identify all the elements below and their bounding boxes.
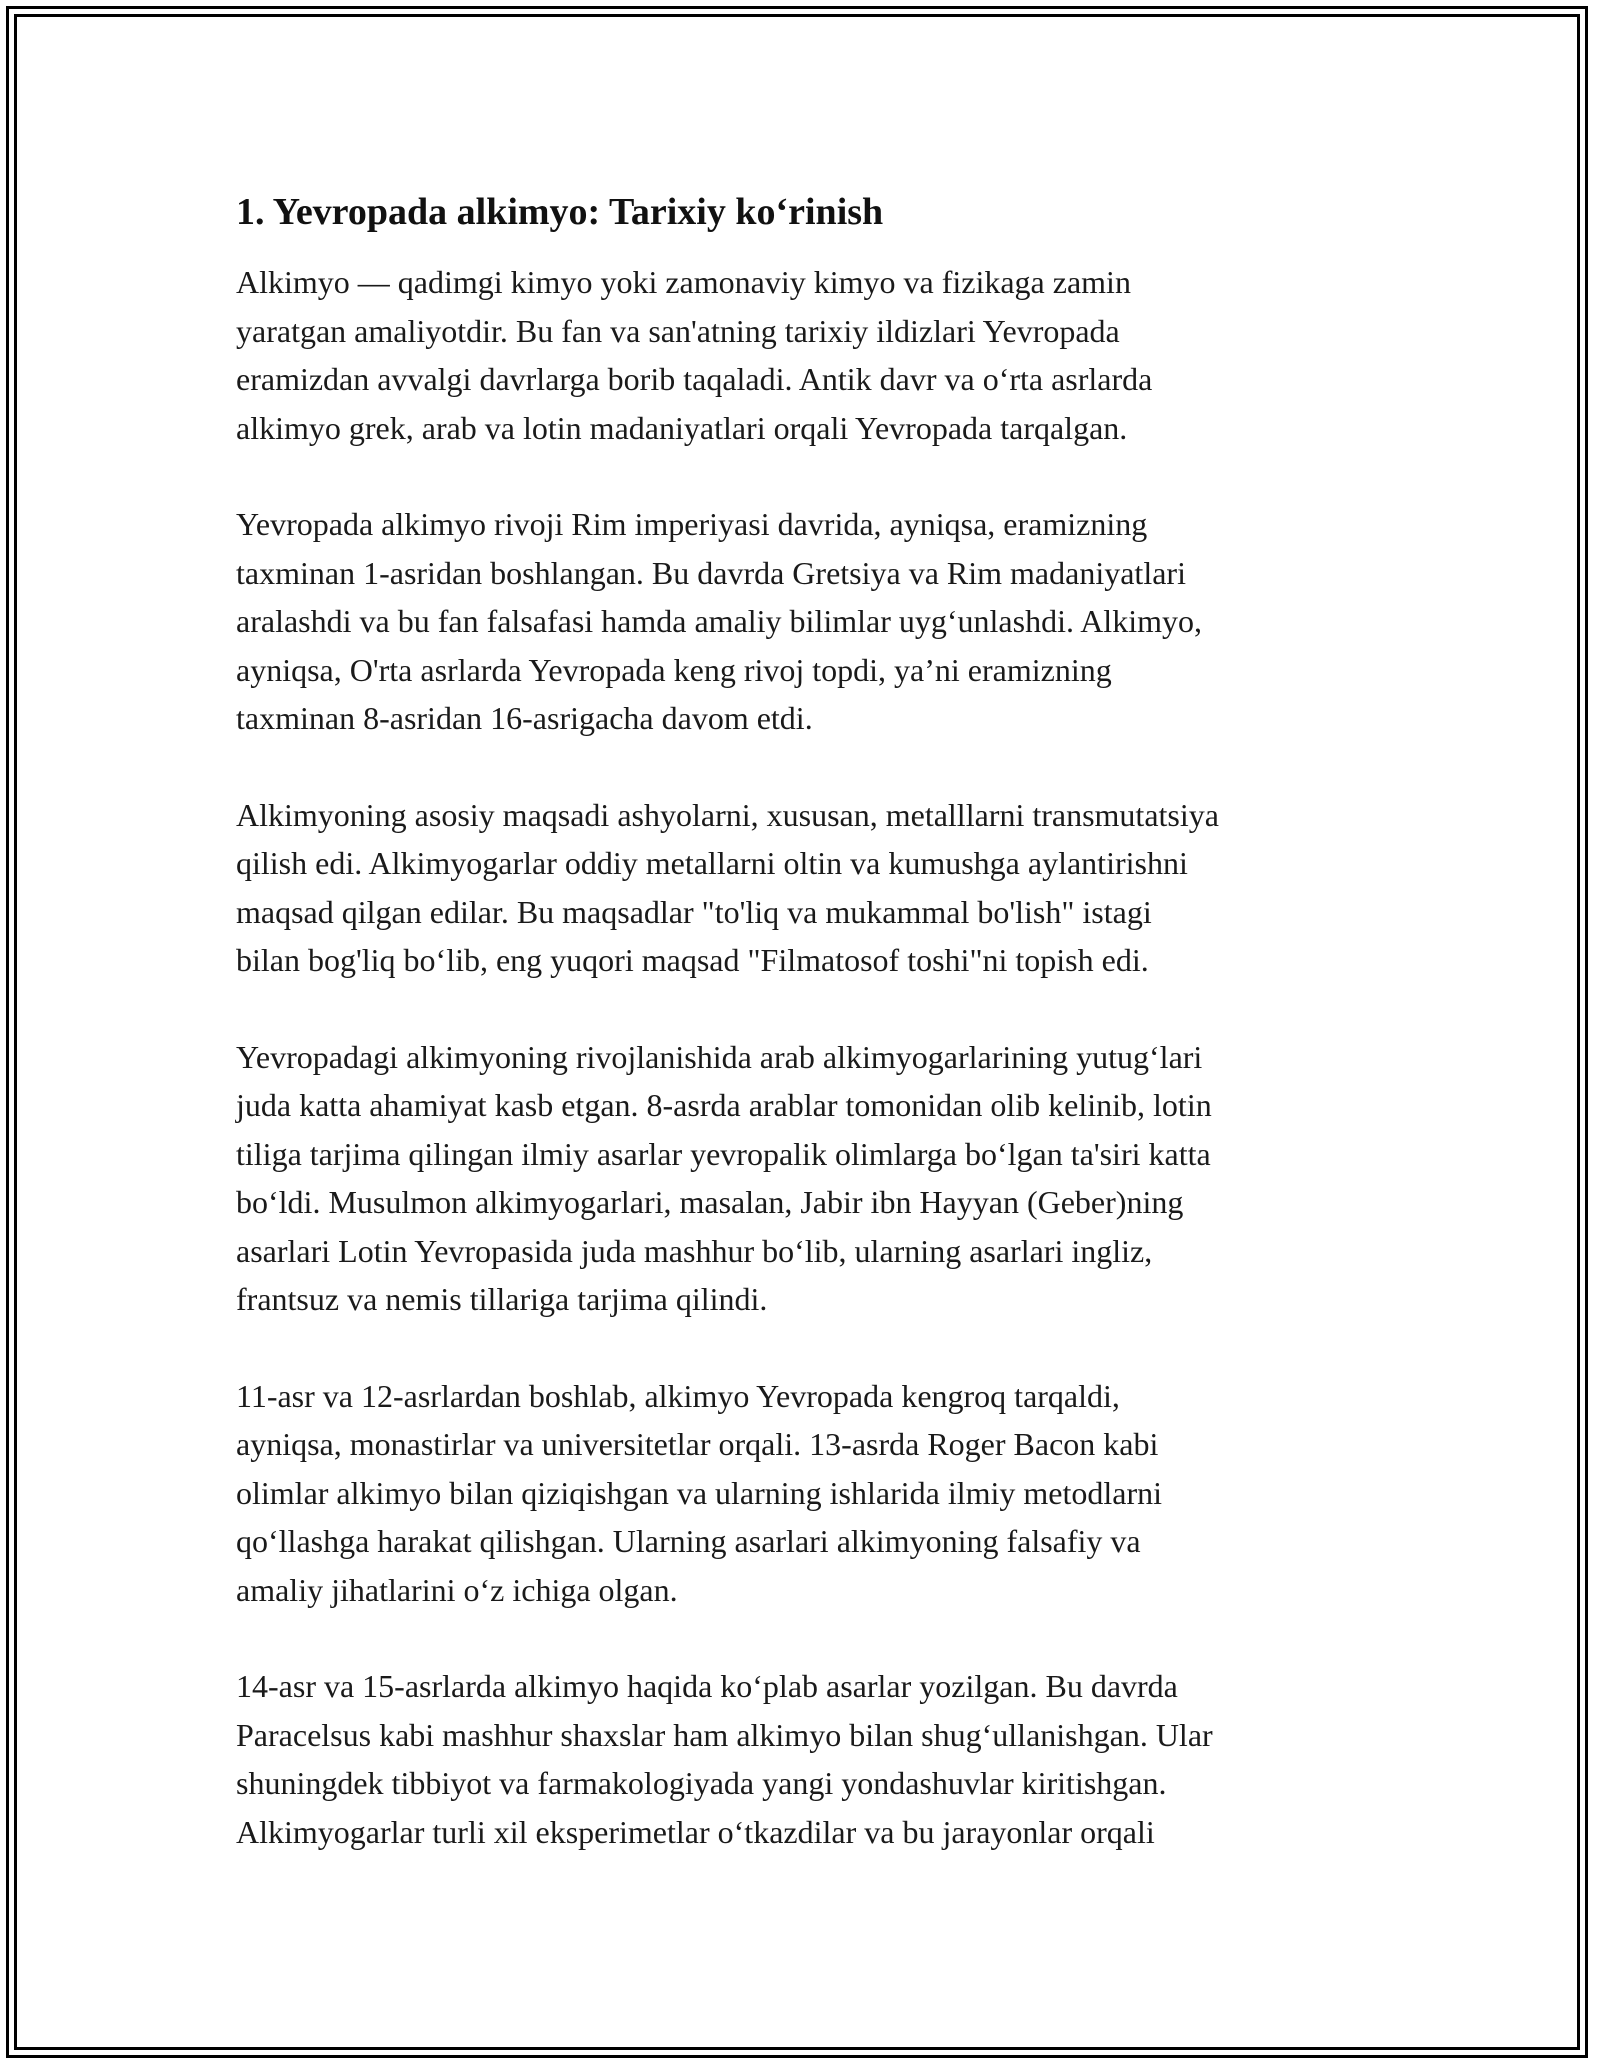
- document-body: [236, 186, 1376, 1904]
- paragraph-14-15-century: 14-asr va 15-asrlarda alkimyo haqida ko‘plab asarlar yozilgan. Bu davrda Paracelsus kabi mashhur shaxslar ham alkimyo bilan shug‘ullanishgan. Ular shuningdek tibbiyot va farmakologiyada yangi yondashuvlar kiritishgan. Alkimyogarlar turli xil eksperimetlar o‘tkazdilar va bu jarayonlar orqali: [236, 1668, 1213, 1850]
- paragraph-11-12-century: 11-asr va 12-asrlardan boshlab, alkimyo Yevropada kengroq tarqaldi, ayniqsa, monastirlar va universitetlar orqali. 13-asrda Roger Bacon kabi olimlar alkimyo bilan qiziqishgan va ularning ishlarida ilmiy metodlarni qo‘llashga harakat qilishgan. Ularning asarlari alkimyoning falsafiy va amaliy jihatlarini o‘z ichiga olgan.: [236, 1377, 1163, 1608]
- paragraph-arab-influence: Yevropadagi alkimyoning rivojlanishida arab alkimyogarlarining yutug‘lari juda katta ahamiyat kasb etgan. 8-asrda arablar tomonidan olib kelinib, lotin tiliga tarjima qilingan ilmiy asarlar yevropalik olimlarga bo‘lgan ta'siri katta bo‘ldi. Musulmon alkimyogarlari, masalan, Jabir ibn Hayyan (Geber)ning asarlari Lotin Yevropasida juda mashhur bo‘lib, ularning asarlari ingliz, frantsuz va nemis tillariga tarjima qilindi.: [236, 1038, 1212, 1317]
- section-heading: 1. Yevropada alkimyo: Tarixiy ko‘rinish: [236, 191, 884, 233]
- paragraph-goals: Alkimyoning asosiy maqsadi ashyolarni, xususan, metalllarni transmutatsiya qilish edi. Alkimyogarlar oddiy metallarni oltin va kumushga aylantirishni maqsad qilgan edilar. Bu maqsadlar "to'liq va mukammal bo'lish" istagi bilan bog'liq bo‘lib, eng yuqori maqsad "Filmatosof toshi"ni topish edi.: [236, 796, 1219, 978]
- paragraph-roman-era: Yevropada alkimyo rivoji Rim imperiyasi davrida, ayniqsa, eramizning taxminan 1-asridan boshlangan. Bu davrda Gretsiya va Rim madaniyatlari aralashdi va bu fan falsafasi hamda amaliy bilimlar uyg‘unlashdi. Alkimyo, ayniqsa, O'rta asrlarda Yevropada keng rivoj topdi, ya’ni eramizning taxminan 8-asridan 16-asrigacha davom etdi.: [236, 506, 1202, 736]
- paragraph-intro: Alkimyo — qadimgi kimyo yoki zamonaviy kimyo va fizikaga zamin yaratgan amaliyotdir. Bu fan va san'atning tarixiy ildizlari Yevropada eramizdan avvalgi davrlarga borib taqaladi. Antik davr va o‘rta asrlarda alkimyo grek, arab va lotin madaniyatlari orqali Yevropada tarqalgan.: [236, 264, 1153, 446]
